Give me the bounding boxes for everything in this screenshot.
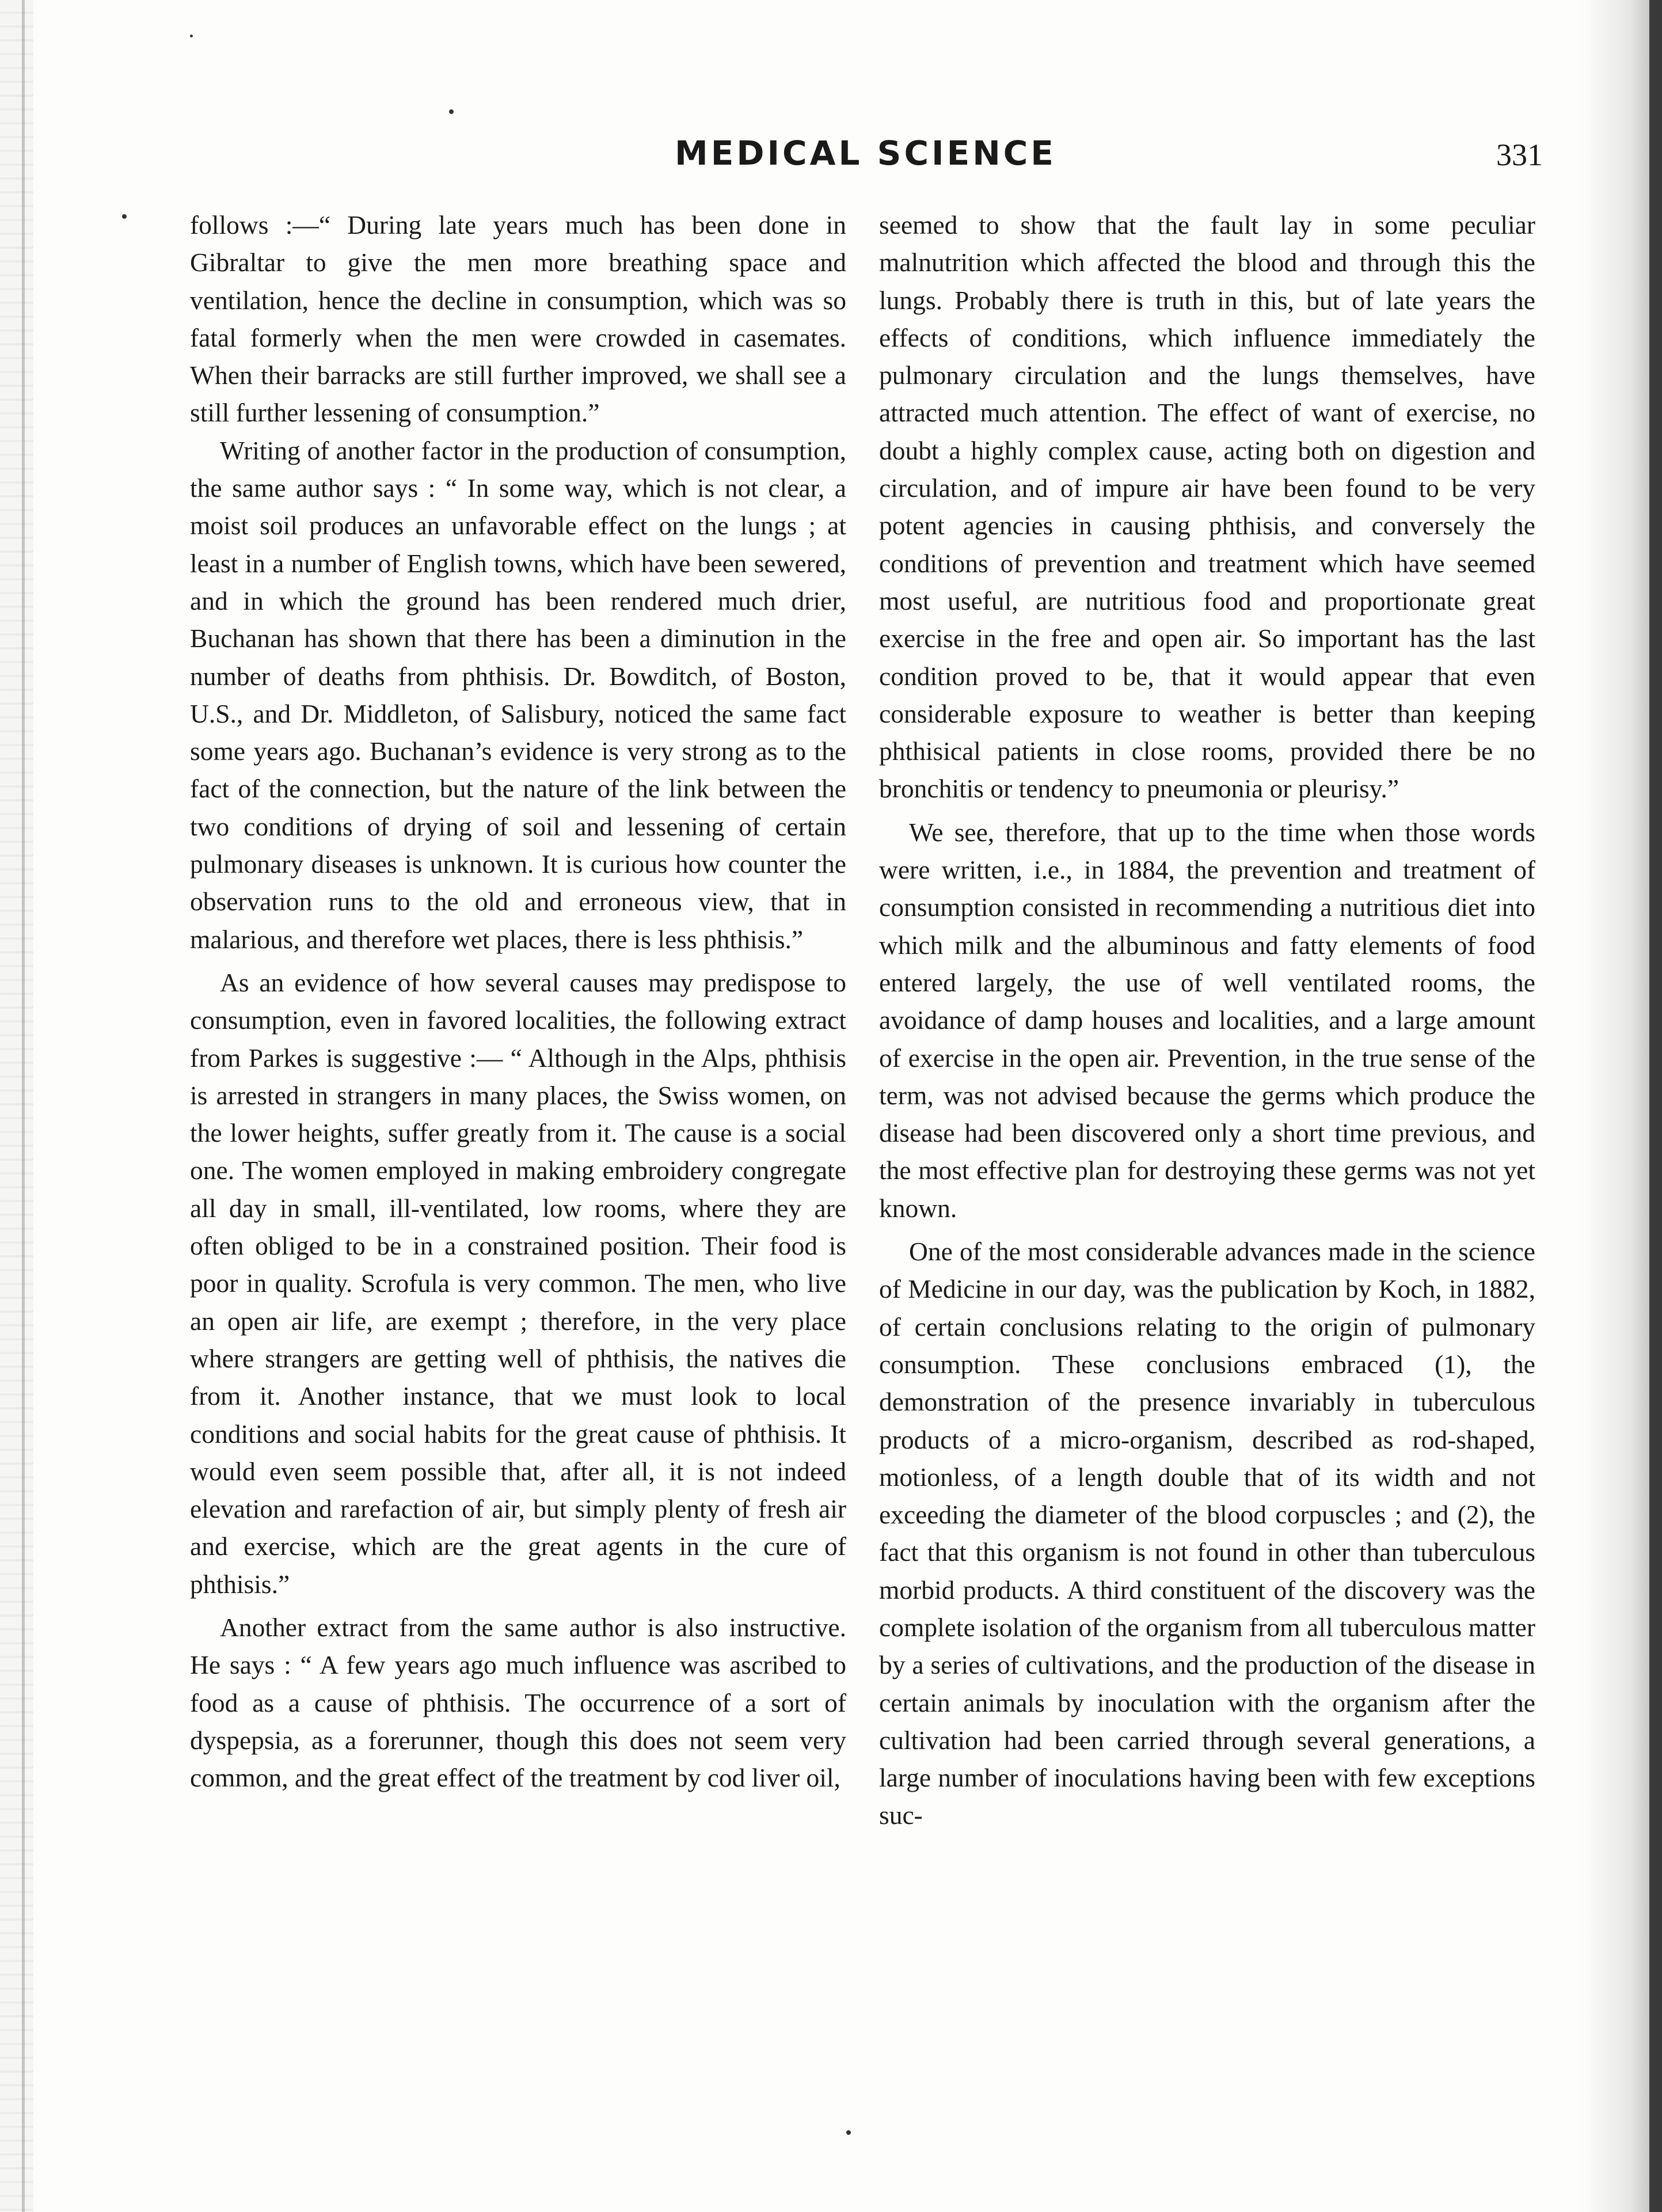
right-text-column	[879, 206, 1535, 1834]
paragraph: follows :—“ During late years much has been done in Gibraltar to give the men more breathing space and ventilation, hence the decline in consumption, which was so fatal formerly when the men were crowded in casemates. When their barracks are still further improved, we shall see a still further lessening of consumption.”	[190, 210, 846, 428]
scan-speck	[190, 35, 193, 37]
paragraph: One of the most considerable advances made in the science of Medicine in our day, was the publication by Koch, in 1882, of certain conclusions relating to the origin of pulmonary consumption. These conclusions embraced (1), the demonstration of the presence invariably in tuberculous products of a micro-organism, described as rod-shaped, motionless, of a length double that of its width and not exceeding the diameter of the blood corpuscles ; and (2), the fact that this organism is not found in other than tuberculous morbid products. A third constituent of the discovery was the complete isolation of the organism from all tuberculous matter by a series of cultivations, and the production of the disease in certain animals by inoculation with the organism after the cultivation had been carried through several generations, a large number of inoculations having been with few exceptions suc-	[879, 1237, 1535, 1830]
running-title: MEDICAL SCIENCE	[675, 134, 1056, 173]
left-text-column	[190, 206, 846, 1796]
scan-edge-bar-right	[1649, 0, 1662, 2212]
paragraph: seemed to show that the fault lay in some peculiar malnutrition which affected the blood and through this the lungs. Probably there is truth in this, but of late years the effects of conditions, which influence immediately the pulmonary circulation and the lungs themselves, have attracted much attention. The effect of want of exercise, no doubt a highly complex cause, acting both on digestion and circulation, and of impure air have been found to be very potent agencies in causing phthisis, and conversely the conditions of prevention and treatment which have seemed most useful, are nutritious food and proportionate great exercise in the free and open air. So important has the last condition proved to be, that it would appear that even considerable exposure to weather is better than keeping phthisical patients in close rooms, provided there be no bronchitis or tendency to pneumonia or pleurisy.”	[879, 210, 1535, 804]
paragraph: As an evidence of how several causes may predispose to consumption, even in favored localities, the following extract from Parkes is suggestive :— “ Although in the Alps, phthisis is arrested in strangers in many places, the Swiss women, on the lower heights, suffer greatly from it. The cause is a social one. The women employed in making embroidery congregate all day in small, ill-ventilated, low rooms, where they are often obliged to be in a constrained position. Their food is poor in quality. Scrofula is very common. The men, who live an open air life, are exempt ; therefore, in the very place where strangers are getting well of phthisis, the natives die from it. Another instance, that we must look to local conditions and social habits for the great cause of phthisis. It would even seem possible that, after all, it is not indeed elevation and rarefaction of air, but simply plenty of fresh air and exercise, which are the great agents in the cure of phthisis.”	[190, 967, 846, 1599]
scan-speck	[846, 2130, 851, 2135]
page-header	[190, 134, 1554, 185]
page-number: 331	[1496, 138, 1543, 172]
scan-speck	[122, 214, 127, 219]
scan-binding-shadow-left	[0, 0, 33, 2212]
scan-binding-line-left	[22, 0, 25, 2212]
scan-speck	[449, 109, 454, 114]
paragraph: We see, therefore, that up to the time when those words were written, i.e., in 1884, the prevention and treatment of consumption consisted in recommending a nutritious diet into which milk and the albuminous and fatty elements of food entered largely, the use of well ventilated rooms, the avoidance of damp houses and localities, and a large amount of exercise in the open air. Prevention, in the true sense of the term, was not advised because the germs which produce the disease had been discovered only a short time previous, and the most effective plan for destroying these germs was not yet known.	[879, 817, 1535, 1223]
paragraph: Another extract from the same author is also instructive. He says : “ A few years ago much influence was ascribed to food as a cause of phthisis. The occurrence of a sort of dyspepsia, as a forerunner, though this does not seem very common, and the great effect of the treatment by cod liver oil,	[190, 1612, 846, 1793]
paragraph: Writing of another factor in the production of consumption, the same author says : “ In some way, which is not clear, a moist soil produces an unfavorable effect on the lungs ; at least in a number of English towns, which have been sewered, and in which the ground has been rendered much drier, Buchanan has shown that there has been a diminution in the number of deaths from phthisis. Dr. Bowditch, of Boston, U.S., and Dr. Middleton, of Salisbury, noticed the same fact some years ago. Buchanan’s evidence is very strong as to the fact of the connection, but the nature of the link between the two conditions of drying of soil and lessening of certain pulmonary diseases is unknown. It is curious how counter the observation runs to the old and erroneous view, that in malarious, and therefore wet places, there is less phthisis.”	[190, 435, 846, 954]
